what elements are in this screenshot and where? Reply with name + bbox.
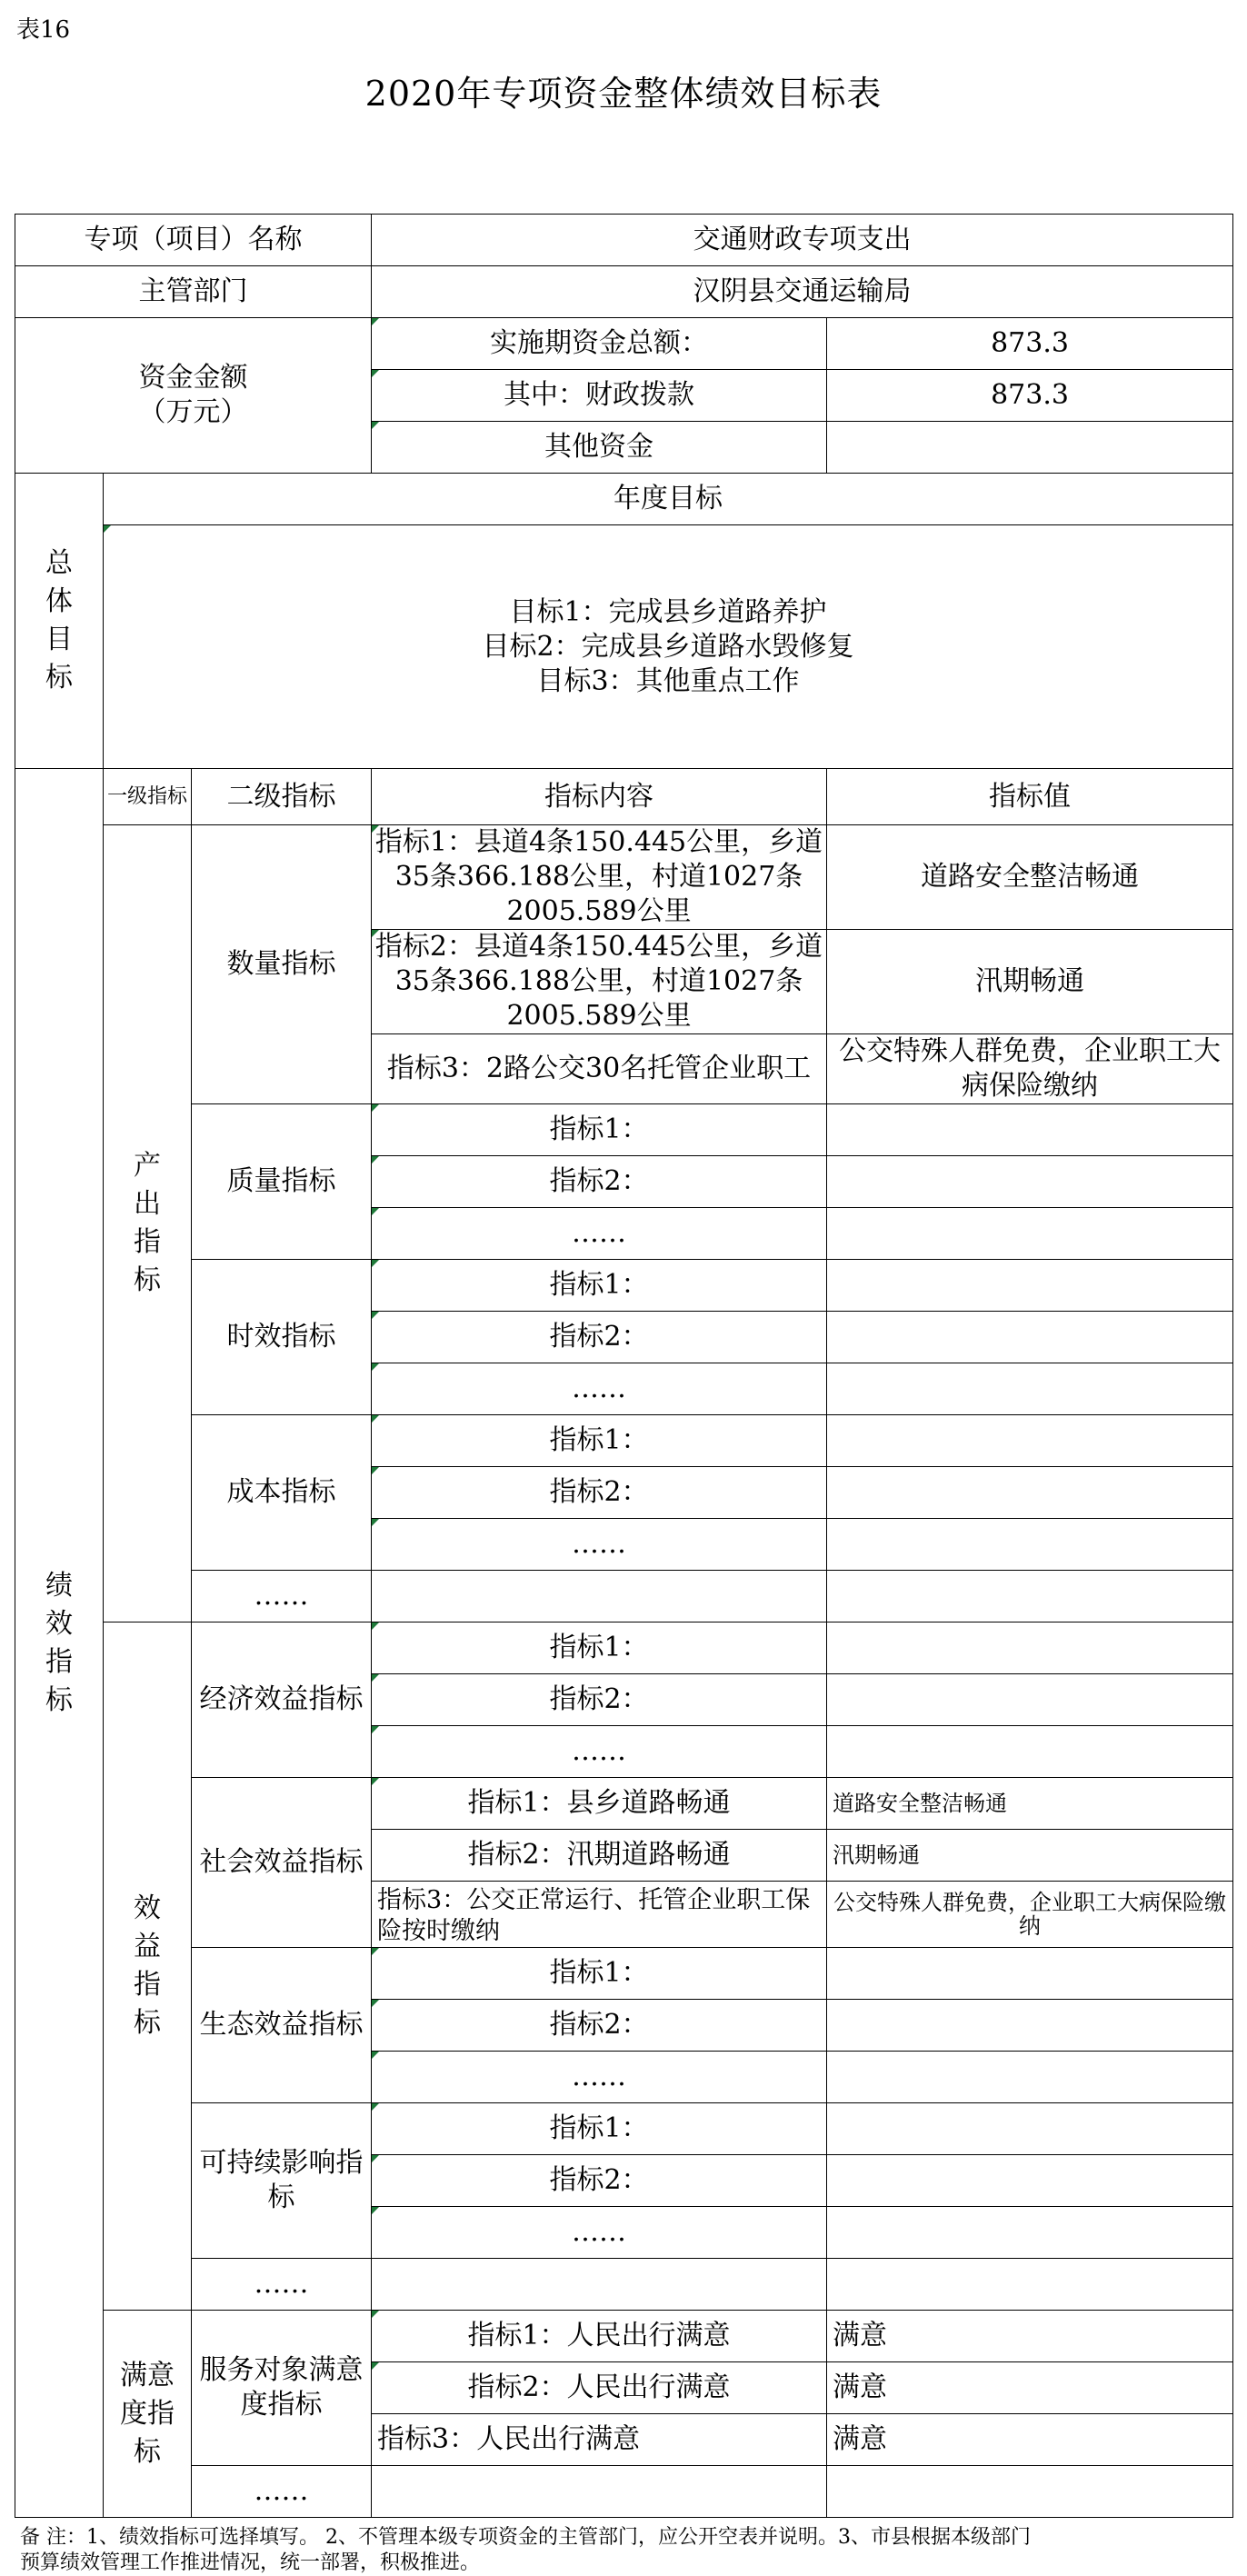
goal-item: 目标3：其他重点工作	[536, 664, 800, 697]
eco-indicator-label: 生态效益指标	[192, 1948, 372, 2103]
page-title: 2020年专项资金整体绩效目标表	[364, 74, 883, 114]
table-number-label: 表16	[16, 16, 71, 44]
fiscal-funds-label: 其中：财政拨款	[372, 370, 827, 422]
benefit-indicator-label: 效益指标	[104, 1622, 192, 2311]
indicator-value	[827, 2000, 1233, 2052]
indicator-value	[827, 1467, 1233, 1519]
table-row	[15, 2259, 1233, 2311]
performance-indicator-label: 绩效指标	[15, 769, 104, 2518]
cost-indicator-label: 成本指标	[192, 1415, 372, 1571]
indicator-content: 指标1：县乡道路畅通	[372, 1778, 827, 1830]
sustainability-indicator-label: 可持续影响指标	[192, 2103, 372, 2259]
indicator-value: 汛期畅通	[827, 1830, 1233, 1882]
value-header: 指标值	[827, 769, 1233, 825]
indicator-value	[827, 1519, 1233, 1571]
overall-goal-label: 总体目标	[15, 474, 104, 769]
indicator-content: 指标1：	[372, 1948, 827, 2000]
indicator-content	[372, 2259, 827, 2311]
footnote: 备 注：1、绩效指标可选择填写。 2、不管理本级专项资金的主管部门，应公开空表并说明。3、市县根据本级部门	[20, 2526, 1031, 2549]
indicator-content: 指标1：	[372, 2103, 827, 2155]
other-funds-value	[827, 422, 1233, 474]
indicator-content	[372, 1571, 827, 1622]
indicator-content: ……	[372, 1208, 827, 1260]
other-funds-label: 其他资金	[372, 422, 827, 474]
table-row	[15, 266, 1233, 318]
indicator-value	[827, 2052, 1233, 2103]
indicator-value: 公交特殊人群免费，企业职工大病保险缴纳	[827, 1034, 1233, 1104]
table-row	[15, 769, 1233, 825]
indicator-content: 指标1：县道4条150.445公里，乡道35条366.188公里，村道1027条2005.589公里	[372, 825, 827, 930]
indicator-value: 公交特殊人群免费，企业职工大病保险缴纳	[827, 1882, 1233, 1948]
indicator-content: 指标2：	[372, 2155, 827, 2207]
quality-indicator-label: 质量指标	[192, 1104, 372, 1260]
indicator-value	[827, 1208, 1233, 1260]
indicator-content: 指标1：	[372, 1260, 827, 1312]
indicator-content: 指标2：	[372, 1467, 827, 1519]
table-row	[15, 1104, 1233, 1156]
department-value: 汉阴县交通运输局	[372, 266, 1233, 318]
indicator-content: 指标1：	[372, 1104, 827, 1156]
output-indicator-label: 产出指标	[104, 825, 192, 1622]
table-row	[15, 2466, 1233, 2518]
total-funds-label: 实施期资金总额：	[372, 318, 827, 370]
indicator-content: 指标2：县道4条150.445公里，乡道35条366.188公里，村道1027条2005.589公里	[372, 930, 827, 1034]
indicator-content: ……	[372, 2207, 827, 2259]
service-satisfaction-label: 服务对象满意度指标	[192, 2311, 372, 2466]
indicator-value: 道路安全整洁畅通	[827, 825, 1233, 930]
goal-item: 目标1：完成县乡道路养护	[509, 595, 827, 628]
table-row	[15, 318, 1233, 370]
table-row	[15, 825, 1233, 930]
indicator-value	[827, 2259, 1233, 2311]
table-row	[15, 1622, 1233, 1674]
table-row	[15, 2103, 1233, 2155]
indicator-value	[827, 2155, 1233, 2207]
goal-item: 目标2：完成县乡道路水毁修复	[482, 630, 854, 663]
indicator-value	[827, 1726, 1233, 1778]
indicator-content: ……	[372, 2052, 827, 2103]
content-header: 指标内容	[372, 769, 827, 825]
annual-goals	[104, 525, 1233, 769]
satisfaction-indicator-label: 满意度指标	[104, 2311, 192, 2518]
table-row	[15, 1571, 1233, 1622]
indicator-content: 指标3：2路公交30名托管企业职工	[372, 1034, 827, 1104]
indicator-content: ……	[372, 1363, 827, 1415]
indicator-content: 指标2：	[372, 1674, 827, 1726]
table-row	[15, 1778, 1233, 1830]
indicator-content	[372, 2466, 827, 2518]
indicator-content: ……	[372, 1519, 827, 1571]
indicator-value: 道路安全整洁畅通	[827, 1778, 1233, 1830]
indicator-content: 指标2：	[372, 1312, 827, 1363]
indicator-value	[827, 1571, 1233, 1622]
indicator-content: 指标3：人民出行满意	[372, 2414, 827, 2466]
satisfaction-more-label: ……	[192, 2466, 372, 2518]
time-indicator-label: 时效指标	[192, 1260, 372, 1415]
funds-label: 资金金额 （万元）	[15, 318, 372, 474]
table-row	[15, 215, 1233, 266]
benefit-more-label: ……	[192, 2259, 372, 2311]
indicator-content: 指标2：人民出行满意	[372, 2362, 827, 2414]
indicator-content: 指标1：人民出行满意	[372, 2311, 827, 2362]
indicator-content: 指标3：公交正常运行、托管企业职工保险按时缴纳	[372, 1882, 827, 1948]
economic-indicator-label: 经济效益指标	[192, 1622, 372, 1778]
total-funds-value: 873.3	[827, 318, 1233, 370]
indicator-value: 满意	[827, 2414, 1233, 2466]
indicator-value	[827, 1674, 1233, 1726]
table-row	[15, 1415, 1233, 1467]
indicator-content: ……	[372, 1726, 827, 1778]
table-row	[15, 1260, 1233, 1312]
indicator-value	[827, 2103, 1233, 2155]
fiscal-funds-value: 873.3	[827, 370, 1233, 422]
indicator-value: 满意	[827, 2362, 1233, 2414]
indicator-content: 指标2：	[372, 2000, 827, 2052]
footnote-continued: 预算绩效管理工作推进情况，统一部署，积极推进。	[20, 2551, 481, 2574]
department-label: 主管部门	[15, 266, 372, 318]
level1-header: 一级指标	[104, 769, 192, 825]
indicator-content: 指标2：	[372, 1156, 827, 1208]
indicator-value	[827, 1948, 1233, 2000]
indicator-content: 指标1：	[372, 1415, 827, 1467]
indicator-value: 满意	[827, 2311, 1233, 2362]
table-row	[15, 474, 1233, 525]
project-name-value: 交通财政专项支出	[372, 215, 1233, 266]
indicator-value	[827, 1622, 1233, 1674]
table-row	[15, 1948, 1233, 2000]
indicator-value	[827, 1363, 1233, 1415]
output-more-label: ……	[192, 1571, 372, 1622]
project-name-label: 专项（项目）名称	[15, 215, 372, 266]
indicator-value: 汛期畅通	[827, 930, 1233, 1034]
table-row	[15, 2311, 1233, 2362]
indicator-content: 指标1：	[372, 1622, 827, 1674]
level2-header: 二级指标	[192, 769, 372, 825]
social-indicator-label: 社会效益指标	[192, 1778, 372, 1948]
indicator-value	[827, 1156, 1233, 1208]
indicator-value	[827, 2207, 1233, 2259]
table-row	[15, 525, 1233, 769]
annual-goal-label: 年度目标	[104, 474, 1233, 525]
quantity-indicator-label: 数量指标	[192, 825, 372, 1104]
indicator-value	[827, 1260, 1233, 1312]
indicator-value	[827, 1415, 1233, 1467]
indicator-value	[827, 1312, 1233, 1363]
indicator-value	[827, 2466, 1233, 2518]
indicator-content: 指标2：汛期道路畅通	[372, 1830, 827, 1882]
performance-table	[15, 214, 1233, 2518]
indicator-value	[827, 1104, 1233, 1156]
